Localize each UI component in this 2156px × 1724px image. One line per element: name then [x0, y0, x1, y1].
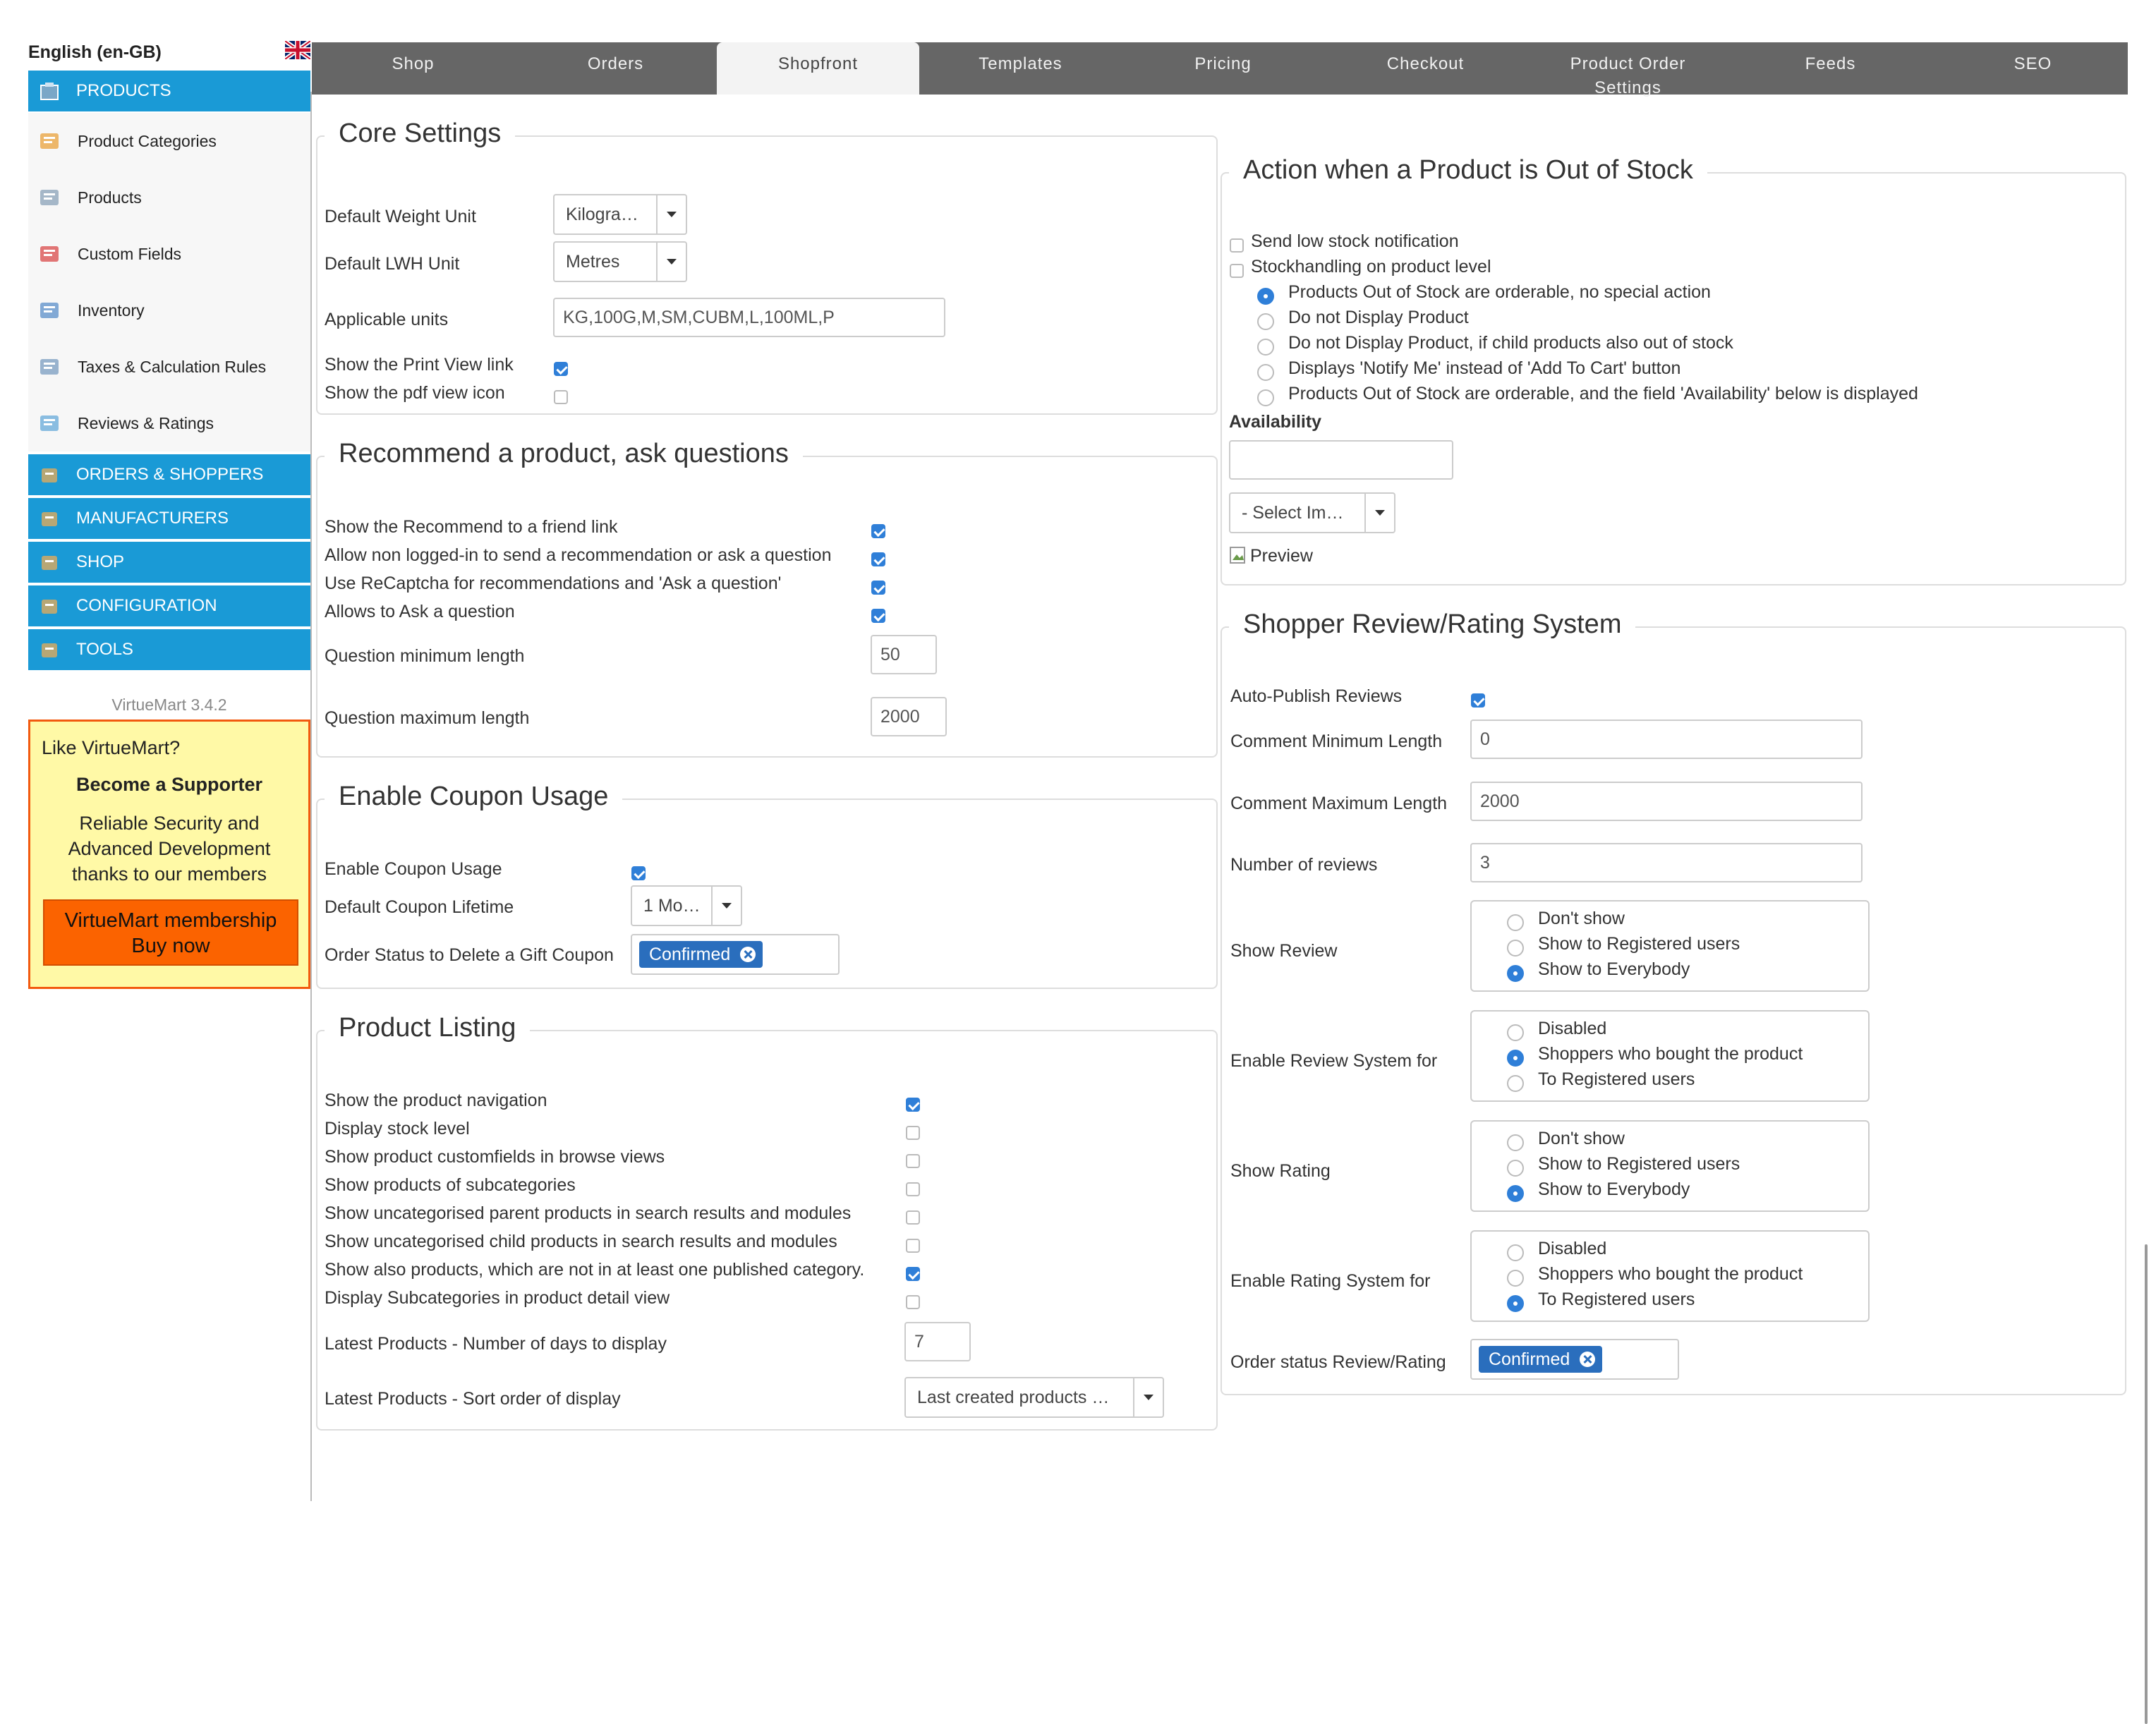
nonlogged-label: Allow non logged-in to send a recommendation or ask a question	[325, 545, 832, 565]
sidebar-item-label: Taxes & Calculation Rules	[78, 357, 267, 376]
tab-shop[interactable]: Shop	[392, 54, 435, 73]
sidebar-section-label: ORDERS & SHOPPERS	[76, 465, 264, 484]
sidebar-item[interactable]	[28, 339, 310, 395]
question-max-input[interactable]: 2000	[871, 697, 947, 736]
listing-option-checkbox[interactable]	[906, 1182, 920, 1196]
status-chip	[1479, 1346, 1602, 1373]
order-status-review-label: Order status Review/Rating	[1230, 1352, 1446, 1372]
listing-option-checkbox[interactable]	[906, 1239, 920, 1253]
stock-option-radio[interactable]	[1257, 364, 1274, 381]
recommend-title: Recommend a product, ask questions	[325, 439, 803, 469]
latest-sort-label: Latest Products - Sort order of display	[325, 1389, 621, 1409]
review-rating-title: Shopper Review/Rating System	[1229, 609, 1635, 640]
recommend-friend-label: Show the Recommend to a friend link	[325, 517, 618, 537]
membership-button-line2: Buy now	[131, 935, 210, 957]
applicable-units-input[interactable]: KG,100G,M,SM,CUBM,L,100ML,P	[553, 298, 945, 337]
order-status-review-field[interactable]	[1470, 1339, 1679, 1380]
comment-max-input[interactable]: 2000	[1470, 782, 1863, 821]
stock-option-radio[interactable]	[1257, 288, 1274, 305]
listing-option-label: Show products of subcategories	[325, 1175, 576, 1195]
enable-review-label: Enable Review System for	[1230, 1051, 1438, 1071]
comment-min-input[interactable]: 0	[1470, 720, 1863, 759]
recaptcha-label: Use ReCaptcha for recommendations and 'Ask a question'	[325, 573, 782, 593]
version-label: VirtueMart 3.4.2	[111, 696, 227, 714]
sidebar-item-label: Products	[78, 188, 142, 207]
sidebar-item-label: Custom Fields	[78, 244, 181, 263]
stock-option-label: Products Out of Stock are orderable, and the field 'Availability' below is displayed	[1288, 384, 1918, 403]
availability-input[interactable]	[1229, 440, 1453, 480]
show-review-option-label: Show to Everybody	[1538, 959, 1690, 979]
membership-button[interactable]	[43, 899, 298, 966]
num-reviews-label: Number of reviews	[1230, 855, 1378, 875]
availability-image-select[interactable]	[1229, 492, 1395, 533]
gift-coupon-status-field[interactable]	[631, 934, 840, 975]
sidebar-item[interactable]	[28, 169, 310, 226]
sidebar-section[interactable]	[28, 454, 310, 497]
sidebar-section[interactable]	[28, 542, 310, 584]
product-listing-title: Product Listing	[325, 1013, 530, 1043]
show-review-radio[interactable]	[1507, 965, 1524, 982]
show-review-option-label: Don't show	[1538, 909, 1625, 928]
promo-text: Reliable Security and Advanced Development thanks to our members	[68, 813, 271, 885]
enable-coupon-label: Enable Coupon Usage	[325, 859, 502, 879]
tab-product-order-settings[interactable]: Product Order Settings	[1570, 54, 1686, 97]
latest-days-input[interactable]: 7	[904, 1322, 971, 1361]
sidebar-section-label: CONFIGURATION	[76, 596, 217, 615]
listing-option-checkbox[interactable]	[906, 1210, 920, 1225]
content-divider	[310, 92, 312, 1501]
sidebar-section[interactable]	[28, 629, 310, 672]
wrench-icon	[38, 509, 61, 530]
autopublish-label: Auto-Publish Reviews	[1230, 686, 1403, 706]
listing-option-checkbox[interactable]	[906, 1267, 920, 1281]
recaptcha-checkbox[interactable]	[871, 581, 885, 595]
enable-review-option-label: To Registered users	[1538, 1069, 1695, 1089]
show-rating-radio[interactable]	[1507, 1185, 1524, 1202]
question-min-label: Question minimum length	[325, 646, 525, 666]
enable-rating-radio[interactable]	[1507, 1270, 1524, 1287]
coupon-lifetime-select[interactable]	[631, 885, 742, 926]
gift-coupon-status-label: Order Status to Delete a Gift Coupon	[325, 945, 614, 965]
custom-fields-icon	[38, 243, 62, 265]
listing-option-checkbox[interactable]	[906, 1295, 920, 1309]
show-review-label: Show Review	[1230, 941, 1338, 961]
lwh-unit-select[interactable]	[553, 241, 687, 282]
chevron-down-icon	[656, 195, 686, 233]
stock-option-radio[interactable]	[1257, 339, 1274, 356]
ask-question-label: Allows to Ask a question	[325, 602, 515, 621]
print-view-checkbox[interactable]	[554, 362, 568, 376]
sidebar-header-products[interactable]	[28, 71, 310, 113]
enable-rating-option-label: Disabled	[1538, 1239, 1607, 1258]
question-max-label: Question maximum length	[325, 708, 530, 728]
show-rating-radio[interactable]	[1507, 1160, 1524, 1177]
remove-chip-icon[interactable]	[1580, 1352, 1595, 1367]
chevron-down-icon	[656, 243, 686, 281]
shop-icon	[38, 552, 61, 573]
sidebar-section[interactable]	[28, 498, 310, 540]
availability-label: Availability	[1229, 412, 1322, 432]
enable-review-option-label: Shoppers who bought the product	[1538, 1044, 1803, 1064]
stockhandling-checkbox[interactable]	[1230, 264, 1244, 278]
uk-flag-icon[interactable]	[285, 41, 310, 59]
stock-option-radio[interactable]	[1257, 389, 1274, 406]
status-chip-label: Confirmed	[1489, 1349, 1570, 1369]
tab-pricing[interactable]: Pricing	[1194, 54, 1252, 73]
camera-icon	[38, 186, 62, 209]
recommend-friend-checkbox[interactable]	[871, 524, 885, 538]
enable-review-radio[interactable]	[1507, 1024, 1524, 1041]
membership-button-line1: VirtueMart membership	[64, 909, 277, 932]
enable-rating-option-label: Shoppers who bought the product	[1538, 1264, 1803, 1284]
sidebar-item[interactable]	[28, 282, 310, 339]
config-icon	[38, 596, 61, 617]
stock-option-radio[interactable]	[1257, 313, 1274, 330]
show-rating-radio[interactable]	[1507, 1134, 1524, 1151]
tab-orders[interactable]: Orders	[587, 54, 644, 73]
speech-bubble-icon	[38, 412, 62, 435]
chevron-down-icon	[711, 887, 741, 925]
preview-image-alt: Preview	[1250, 546, 1313, 566]
enable-review-radio[interactable]	[1507, 1050, 1524, 1067]
enable-rating-radio[interactable]	[1507, 1295, 1524, 1312]
ask-question-checkbox[interactable]	[871, 609, 885, 623]
status-chip-label: Confirmed	[649, 945, 731, 964]
latest-sort-select[interactable]	[904, 1377, 1164, 1418]
remove-chip-icon[interactable]	[740, 947, 756, 962]
applicable-units-label: Applicable units	[325, 310, 449, 329]
listing-option-label: Show also products, which are not in at least one published category.	[325, 1260, 865, 1280]
coupon-lifetime-label: Default Coupon Lifetime	[325, 897, 514, 917]
out-of-stock-title: Action when a Product is Out of Stock	[1229, 155, 1707, 186]
show-rating-option-label: Show to Everybody	[1538, 1179, 1690, 1199]
latest-sort-value: Last created products …	[917, 1388, 1110, 1407]
enable-review-radio[interactable]	[1507, 1075, 1524, 1092]
listing-option-checkbox[interactable]	[906, 1154, 920, 1168]
latest-days-label: Latest Products - Number of days to display	[325, 1334, 667, 1354]
tab-seo[interactable]: SEO	[2013, 54, 2052, 73]
autopublish-checkbox[interactable]	[1471, 693, 1485, 708]
sidebar-item[interactable]	[28, 113, 310, 169]
comment-min-label: Comment Minimum Length	[1230, 732, 1443, 751]
core-settings-title: Core Settings	[325, 119, 515, 149]
stock-option-label: Products Out of Stock are orderable, no special action	[1288, 282, 1711, 302]
tools-icon	[38, 640, 61, 661]
enable-rating-radio[interactable]	[1507, 1244, 1524, 1261]
sidebar-item-label: Inventory	[78, 301, 145, 320]
sidebar-section-label: SHOP	[76, 552, 125, 571]
listing-option-label: Show product customfields in browse views	[325, 1147, 665, 1167]
chevron-down-icon	[1364, 494, 1394, 532]
show-rating-option-label: Show to Registered users	[1538, 1154, 1740, 1174]
show-review-option-label: Show to Registered users	[1538, 934, 1740, 954]
orders-icon	[38, 465, 61, 486]
coupon-title: Enable Coupon Usage	[325, 782, 622, 812]
calculator-icon	[38, 356, 62, 378]
show-rating-option-label: Don't show	[1538, 1129, 1625, 1148]
listing-option-label: Display stock level	[325, 1119, 470, 1139]
sidebar-item[interactable]	[28, 395, 310, 451]
pdf-view-checkbox[interactable]	[554, 390, 568, 404]
weight-unit-value: Kilogra…	[566, 205, 638, 224]
tab-templates[interactable]: Templates	[979, 54, 1062, 73]
stockhandling-label: Stockhandling on product level	[1251, 257, 1491, 277]
listing-option-label: Display Subcategories in product detail view	[325, 1288, 670, 1308]
tab-checkout[interactable]: Checkout	[1386, 54, 1465, 73]
stock-option-label: Do not Display Product, if child products also out of stock	[1288, 333, 1733, 353]
show-review-radio[interactable]	[1507, 940, 1524, 957]
tab-shopfront[interactable]: Shopfront	[717, 42, 919, 95]
stock-option-label: Displays 'Notify Me' instead of 'Add To Cart' button	[1288, 358, 1681, 378]
enable-review-option-label: Disabled	[1538, 1019, 1607, 1038]
enable-rating-option-label: To Registered users	[1538, 1289, 1695, 1309]
promo-headline: Become a Supporter	[75, 774, 263, 795]
sidebar-item-label: Product Categories	[78, 131, 217, 150]
low-stock-checkbox[interactable]	[1230, 238, 1244, 253]
show-rating-label: Show Rating	[1230, 1161, 1331, 1181]
pdf-view-label: Show the pdf view icon	[325, 383, 505, 403]
question-min-input[interactable]: 50	[871, 635, 937, 674]
sidebar-section-label: TOOLS	[76, 640, 133, 659]
language-label: English (en-GB)	[28, 42, 162, 62]
stock-option-label: Do not Display Product	[1288, 308, 1469, 327]
products-icon	[38, 81, 61, 102]
chevron-down-icon	[1133, 1378, 1163, 1416]
listing-option-label: Show uncategorised child products in search results and modules	[325, 1232, 837, 1251]
weight-unit-select[interactable]	[553, 194, 687, 235]
enable-coupon-checkbox[interactable]	[631, 866, 646, 880]
lwh-unit-value: Metres	[566, 252, 620, 272]
sidebar-header-label: PRODUCTS	[76, 81, 171, 100]
show-review-radio[interactable]	[1507, 914, 1524, 931]
sidebar-item[interactable]	[28, 226, 310, 282]
tab-feeds[interactable]: Feeds	[1805, 54, 1856, 73]
low-stock-label: Send low stock notification	[1251, 231, 1459, 251]
enable-rating-label: Enable Rating System for	[1230, 1271, 1431, 1291]
sidebar-item-label: Reviews & Ratings	[78, 413, 214, 432]
listing-option-label: Show uncategorised parent products in search results and modules	[325, 1203, 852, 1223]
listing-option-checkbox[interactable]	[906, 1098, 920, 1112]
config-tabs	[312, 42, 2128, 95]
comment-max-label: Comment Maximum Length	[1230, 794, 1448, 813]
lwh-unit-label: Default LWH Unit	[325, 254, 460, 274]
num-reviews-input[interactable]: 3	[1470, 843, 1863, 882]
listing-option-label: Show the product navigation	[325, 1091, 547, 1110]
availability-image-value: - Select Im…	[1242, 503, 1344, 523]
promo-question: Like VirtueMart?	[42, 737, 181, 758]
print-view-label: Show the Print View link	[325, 355, 514, 375]
sidebar-section-label: MANUFACTURERS	[76, 509, 229, 528]
sidebar-section[interactable]	[28, 585, 310, 628]
page-scrollbar[interactable]	[2145, 1244, 2148, 1724]
broken-image-icon	[1229, 545, 1247, 566]
folder-icon	[38, 130, 62, 152]
listing-option-checkbox[interactable]	[906, 1126, 920, 1140]
weight-unit-label: Default Weight Unit	[325, 207, 476, 226]
nonlogged-checkbox[interactable]	[871, 552, 885, 566]
chart-icon	[38, 299, 62, 322]
status-chip	[639, 941, 763, 968]
supporter-promo	[28, 720, 310, 989]
coupon-lifetime-value: 1 Mo…	[643, 896, 701, 916]
